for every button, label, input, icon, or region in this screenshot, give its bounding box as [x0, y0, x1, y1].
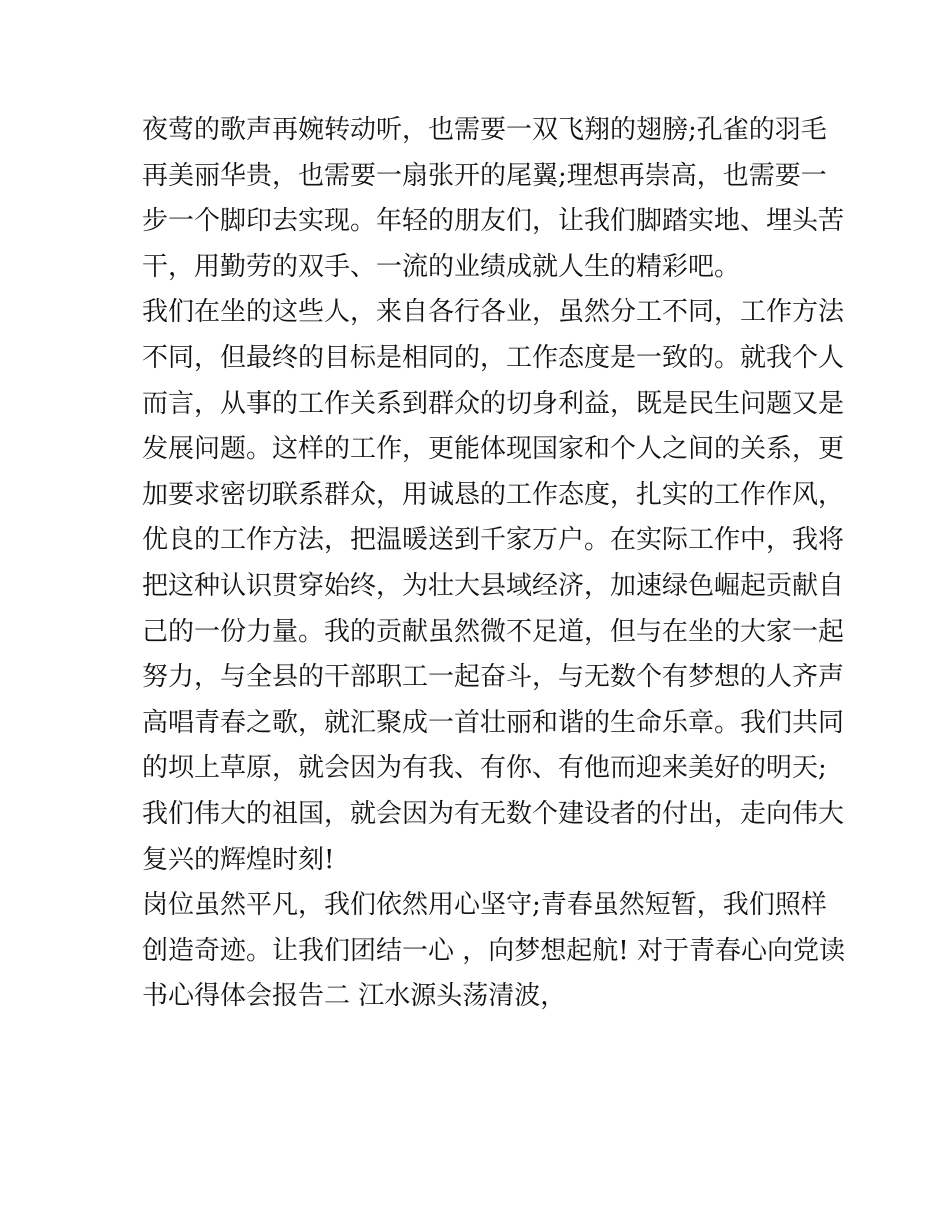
text-line: 加要求密切联系群众，用诚恳的工作态度，扎实的工作作风，: [142, 479, 845, 510]
text-line: 己的一份力量。我的贡献虽然微不足道，但与在坐的大家一起: [142, 616, 845, 647]
text-line: 不同，但最终的目标是相同的，工作态度是一致的。就我个人: [142, 342, 845, 373]
text-line: 发展问题。这样的工作，更能体现国家和个人之间的关系，更: [142, 434, 845, 465]
text-line: 努力，与全县的干部职工一起奋斗，与无数个有梦想的人齐声: [142, 662, 845, 693]
text-line: 而言，从事的工作关系到群众的切身利益，既是民生问题又是: [142, 388, 845, 419]
text-line: 干，用勤劳的双手、一流的业绩成就人生的精彩吧。: [142, 251, 741, 282]
text-line: 的坝上草原，就会因为有我、有你、有他而迎来美好的明天;: [142, 753, 827, 784]
text-line: 书心得体会报告二 江水源头荡清波，: [142, 981, 567, 1012]
text-line: 我们伟大的祖国，就会因为有无数个建设者的付出，走向伟大: [142, 798, 845, 829]
text-line: 把这种认识贯穿始终，为壮大县域经济，加速绿色崛起贡献自: [142, 570, 845, 601]
text-line: 步一个脚印去实现。年轻的朋友们，让我们脚踏实地、埋头苦: [142, 206, 845, 237]
body-text: [142, 108, 845, 1020]
text-line: 再美丽华贵，也需要一扇张开的尾翼;理想再崇高，也需要一: [142, 160, 827, 191]
text-line: 高唱青春之歌，就汇聚成一首壮丽和谐的生命乐章。我们共同: [142, 707, 845, 738]
text-line: 优良的工作方法，把温暖送到千家万户。在实际工作中，我将: [142, 525, 845, 556]
text-line: 创造奇迹。让我们团结一心 ，向梦想起航! 对于青春心向党读: [142, 935, 845, 966]
text-line: 我们在坐的这些人，来自各行各业，虽然分工不同，工作方法: [142, 297, 845, 328]
text-line: 岗位虽然平凡，我们依然用心坚守;青春虽然短暂，我们照样: [142, 890, 827, 921]
text-line: 复兴的辉煌时刻!: [142, 844, 335, 875]
text-line: 夜莺的歌声再婉转动听，也需要一双飞翔的翅膀;孔雀的羽毛: [142, 115, 827, 145]
